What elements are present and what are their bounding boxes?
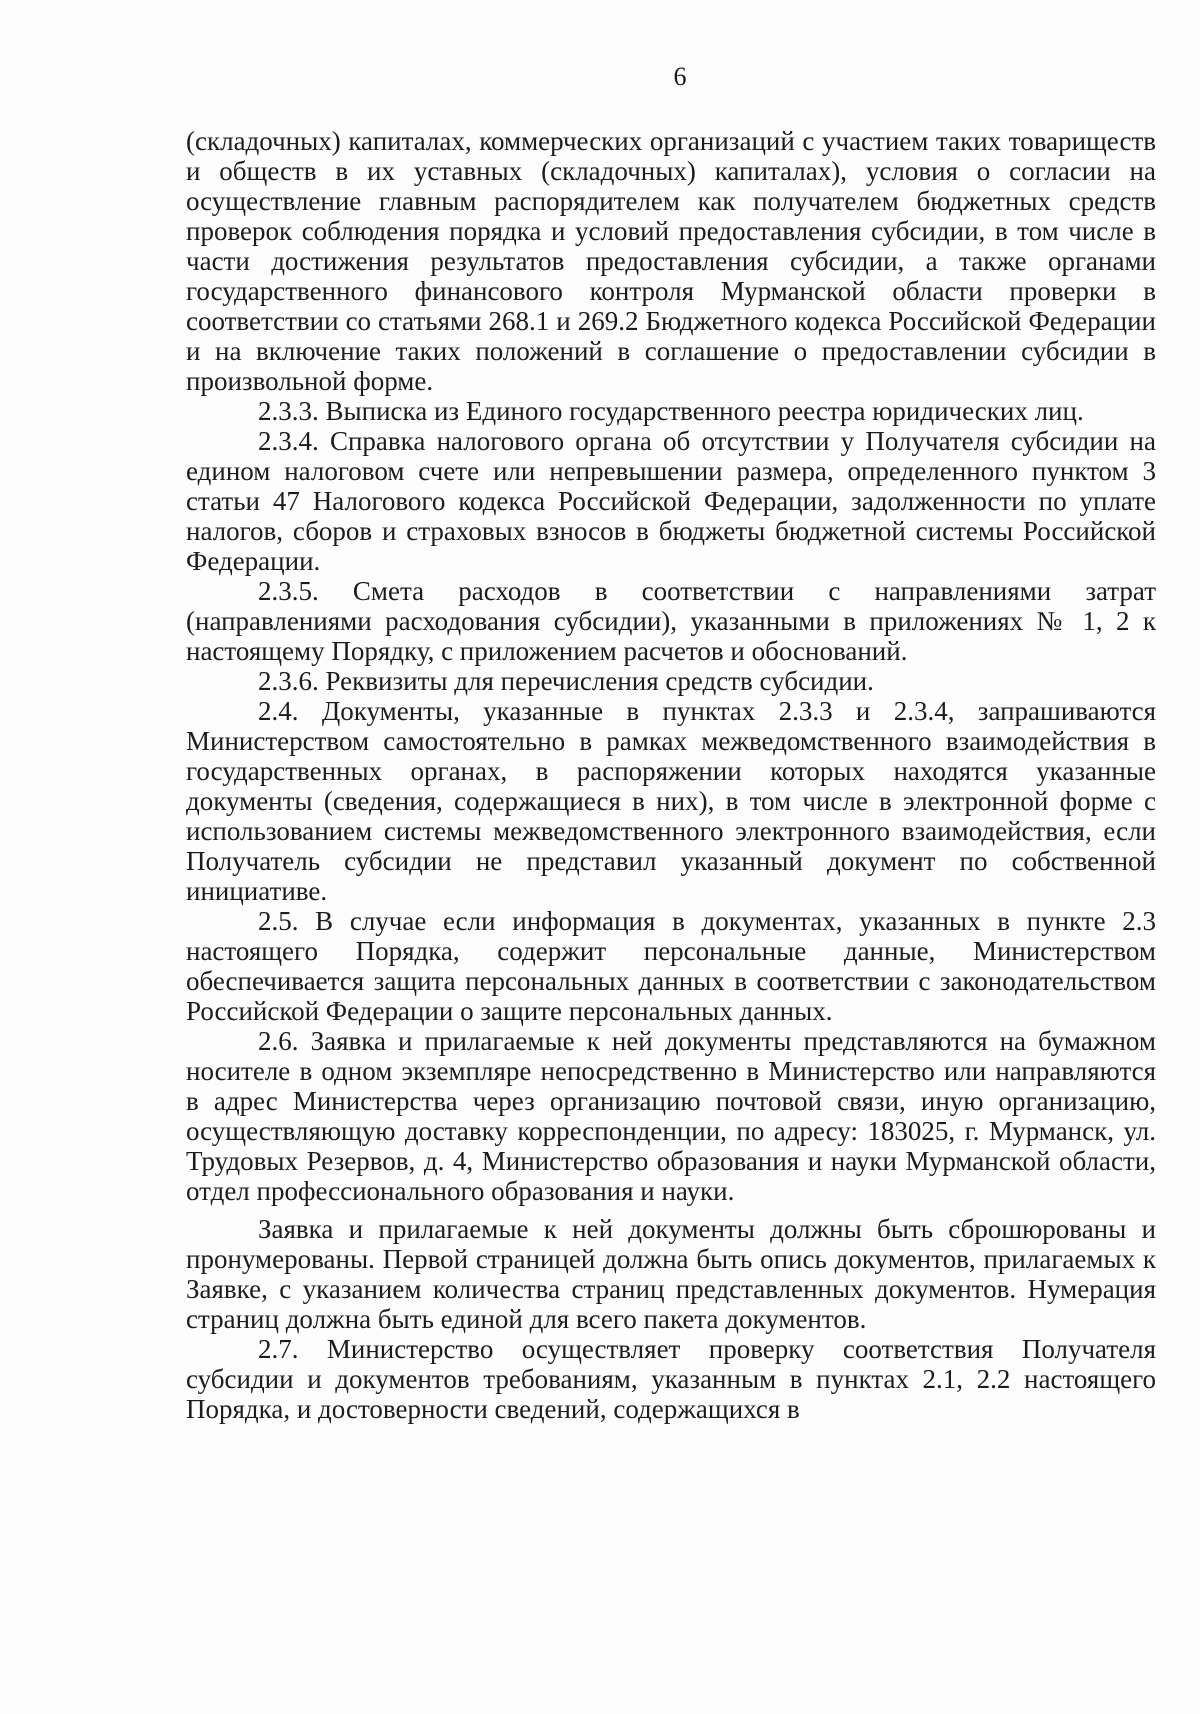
paragraph-2-3-6: 2.3.6. Реквизиты для перечисления средств субсидии.	[258, 666, 874, 696]
page-number: 6	[673, 62, 687, 91]
paragraph-2-7: 2.7. Министерство осуществляет проверку соответствия Получателя субсидии и документов требованиям, указанным в пунктах 2.1, 2.2 настоящего Порядка, и достоверности сведений, содержащихся в	[186, 1334, 1156, 1424]
paragraph-continuation: (складочных) капиталах, коммерческих организаций с участием таких товариществ и обществ в их уставных (складочных) капиталах), условия о согласии на осуществление главным распорядителем как получателем бюджетных средств проверок соблюдения порядка и условий предоставления субсидии, в том числе в части достижения результатов предоставления субсидии, а также органами государственного финансового контроля Мурманской области проверки в соответствии со статьями 268.1 и 269.2 Бюджетного кодекса Российской Федерации и на включение таких положений в соглашение о предоставлении субсидии в произвольной форме.	[186, 126, 1156, 396]
paragraph-2-5: 2.5. В случае если информация в документах, указанных в пункте 2.3 настоящего Порядка, содержит персональные данные, Министерством обеспечивается защита персональных данных в соответствии с законодательством Российской Федерации о защите персональных данных.	[186, 906, 1156, 1026]
paragraph-2-3-5: 2.3.5. Смета расходов в соответствии с направлениями затрат (направлениями расходования субсидии), указанными в приложениях № 1, 2 к настоящему Порядку, с приложением расчетов и обоснований.	[186, 576, 1156, 666]
paragraph-2-3-4: 2.3.4. Справка налогового органа об отсутствии у Получателя субсидии на едином налоговом счете или непревышении размера, определенного пунктом 3 статьи 47 Налогового кодекса Российской Федерации, задолженности по уплате налогов, сборов и страховых взносов в бюджеты бюджетной системы Российской Федерации.	[186, 426, 1156, 576]
paragraph-2-4: 2.4. Документы, указанные в пунктах 2.3.3 и 2.3.4, запрашиваются Министерством самостоятельно в рамках межведомственного взаимодействия в государственных органах, в распоряжении которых находятся указанные документы (сведения, содержащиеся в них), в том числе в электронной форме с использованием системы межведомственного электронного взаимодействия, если Получатель субсидии не представил указанный документ по собственной инициативе.	[186, 696, 1156, 906]
paragraph-2-6: 2.6. Заявка и прилагаемые к ней документы представляются на бумажном носителе в одном экземпляре непосредственно в Министерство или направляются в адрес Министерства через организацию почтовой связи, иную организацию, осуществляющую доставку корреспонденции, по адресу: 183025, г. Мурманск, ул. Трудовых Резервов, д. 4, Министерство образования и науки Мурманской области, отдел профессионального образования и науки.	[186, 1026, 1156, 1206]
document-body	[186, 126, 1156, 1424]
paragraph-binding-requirements: Заявка и прилагаемые к ней документы должны быть сброшюрованы и пронумерованы. Первой страницей должна быть опись документов, прилагаемых к Заявке, с указанием количества страниц представленных документов. Нумерация страниц должна быть единой для всего пакета документов.	[186, 1214, 1156, 1334]
paragraph-2-3-3: 2.3.3. Выписка из Единого государственного реестра юридических лиц.	[258, 396, 1084, 426]
